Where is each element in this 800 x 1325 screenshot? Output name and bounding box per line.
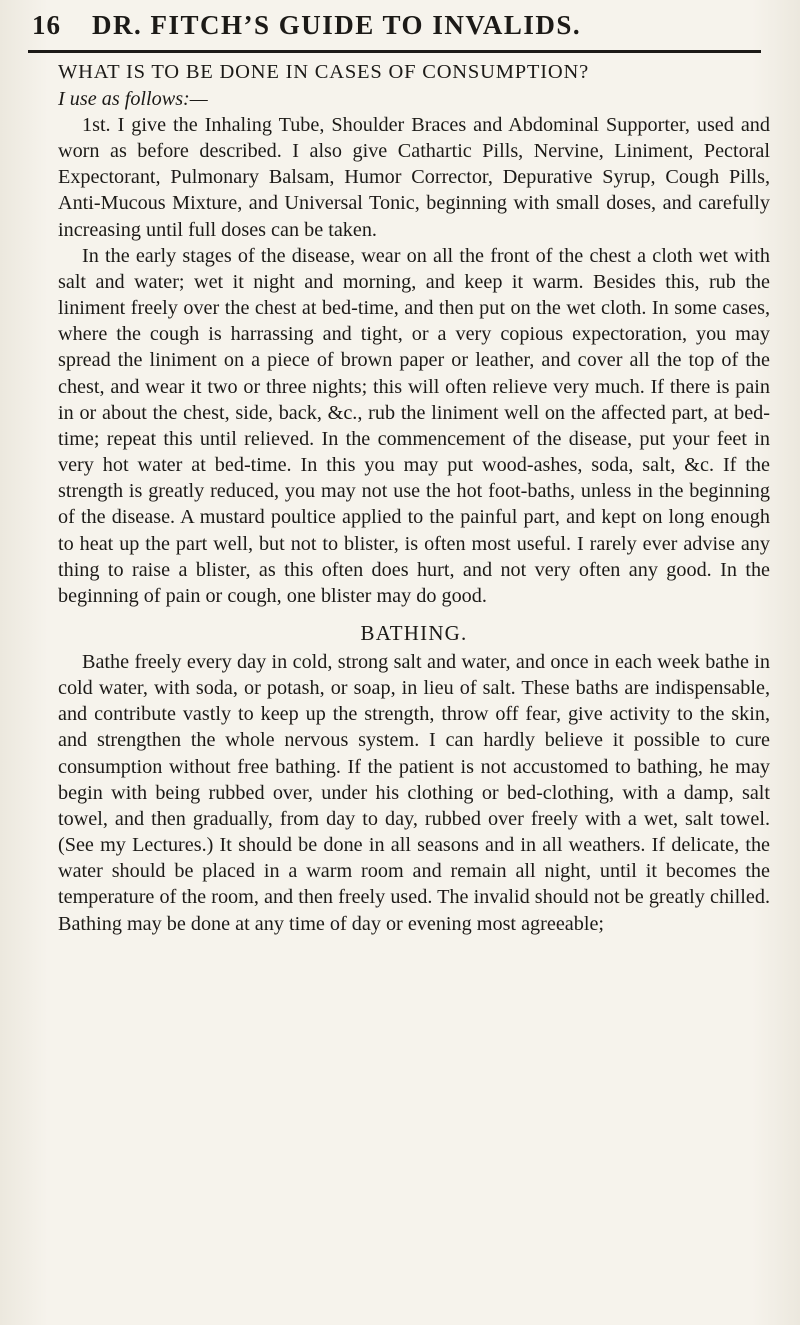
running-title: DR. FITCH’S GUIDE TO INVALIDS. (92, 10, 582, 40)
section-heading-bathing: BATHING. (360, 620, 468, 645)
paragraph: Bathe freely every day in cold, strong salt and water, and once in each week bathe in cold water, with soda, or potash, or soap, in lieu of salt. These baths are indispensable, and contribute vastly to keep up the strength, throw off fear, give activity to the skin, and strengthen the whole nervous system. I can hardly believe it possible to cure consumption without free bathing. If the patient is not accustomed to bathing, he may begin with being rubbed over, under his clothing or bed-clothing, with a damp, salt towel, and then gradually, from day to day, rubbed over freely with a wet, salt towel. (See my Lectures.) It should be done in all seasons and in all weathers. If delicate, the water should be placed in a warm room and remain all night, until it becomes the temperature of the room, and then freely used. The invalid should not be greatly chilled. Bathing may be done at any time of day or evening most agreeable; (58, 650, 770, 935)
section-heading-consumption: WHAT IS TO BE DONE IN CASES OF CONSUMPTION? (58, 61, 589, 83)
paragraph: 1st. I give the Inhaling Tube, Shoulder Braces and Abdominal Supporter, used and worn as before described. I also give Cathartic Pills, Nervine, Liniment, Pectoral Expectorant, Pulmonary Balsam, Humor Corrector, Depurative Syrup, Cough Pills, Anti-Mucous Mixture, and Universal Tonic, beginning with small doses, and carefully increasing until full doses can be taken. (58, 114, 770, 241)
header-rule (28, 50, 761, 53)
subheading: I use as follows:— (58, 88, 208, 110)
page-body (58, 58, 770, 937)
paragraph: In the early stages of the disease, wear on all the front of the chest a cloth wet with salt and water; wet it night and morning, and keep it warm. Besides this, rub the liniment freely over the chest at bed-time, and then put on the wet cloth. In some cases, where the cough is harrassing and tight, or a very copious expectoration, you may spread the liniment on a piece of brown paper or leather, and cover all the top of the chest, and wear it two or three nights; this will often relieve very much. If there is pain in or about the chest, side, back, &c., rub the liniment well on the affected part, at bed-time; repeat this until relieved. In the commencement of the disease, put your feet in very hot water at bed-time. In this you may put wood-ashes, soda, salt, &c. If the strength is greatly reduced, you may not use the hot foot-baths, unless in the beginning of the disease. A mustard poultice applied to the painful part, and kept on long enough to heat up the part well, but not to blister, is often most useful. I rarely ever advise any thing to raise a blister, as this often does hurt, and not very often any good. In the beginning of pain or cough, one blister may do good. (58, 244, 770, 607)
page-number: 16 (32, 10, 61, 40)
section-gap (58, 609, 770, 617)
